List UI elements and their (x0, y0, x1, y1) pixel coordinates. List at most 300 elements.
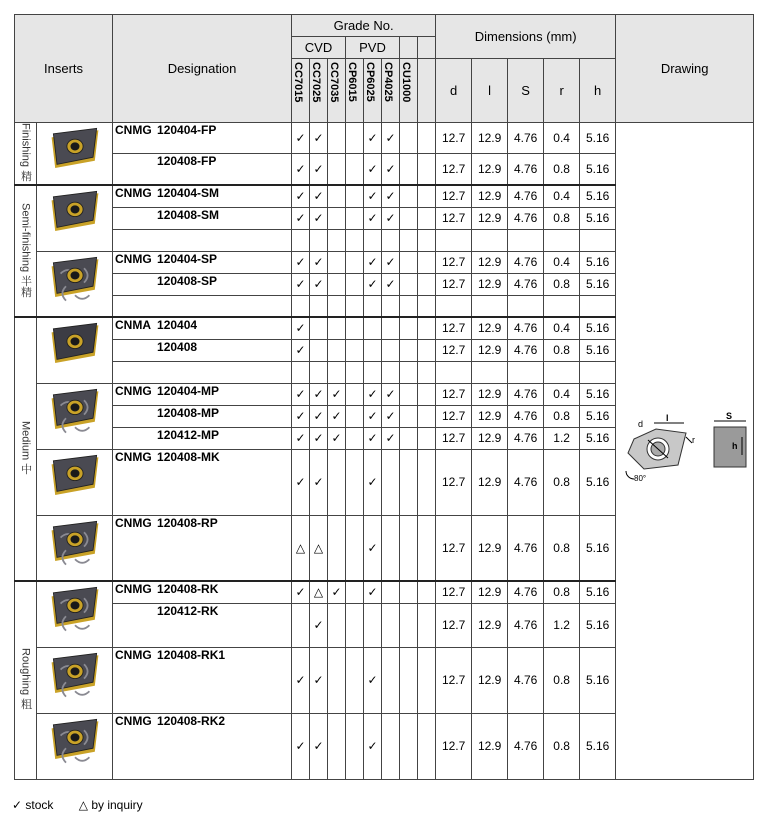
grade-availability (418, 154, 436, 185)
designation-code: 120412-MP (157, 427, 220, 442)
grade-availability (310, 339, 328, 361)
grade-availability (310, 229, 328, 251)
dimension-value: 5.16 (580, 427, 616, 449)
grade-availability (346, 154, 364, 185)
group-label: Finishing 精 (15, 123, 37, 186)
grade-availability: ✓ (310, 647, 328, 713)
dimension-value: 0.8 (544, 647, 580, 713)
grade-availability: ✓ (310, 427, 328, 449)
grade-availability (400, 273, 418, 295)
grade-availability: ✓ (328, 405, 346, 427)
dimension-value: 12.7 (436, 383, 472, 405)
grade-availability (346, 405, 364, 427)
grade-availability: ✓ (310, 207, 328, 229)
header-drawing: Drawing (616, 15, 754, 123)
designation-code: 120412-RK (157, 603, 219, 618)
insert-image (37, 647, 113, 713)
grade-availability: ✓ (310, 185, 328, 207)
dimension-value: 12.9 (472, 317, 508, 339)
grade-availability (400, 603, 418, 647)
grade-availability (418, 251, 436, 273)
svg-text:l: l (665, 413, 669, 424)
dimension-value: 12.9 (472, 251, 508, 273)
designation-cell (113, 273, 292, 295)
dimension-value (472, 295, 508, 317)
grade-availability: ✓ (310, 273, 328, 295)
dimension-value (544, 361, 580, 383)
dimension-value: 4.76 (508, 123, 544, 154)
dimension-value: 4.76 (508, 515, 544, 581)
grade-availability: ✓ (364, 383, 382, 405)
dimension-value: 12.7 (436, 713, 472, 779)
grade-availability: ✓ (382, 405, 400, 427)
group-label: Semi-finishing 半精 (15, 185, 37, 317)
grade-availability: ✓ (382, 185, 400, 207)
designation-cell (113, 251, 292, 273)
grade-availability: ✓ (292, 317, 310, 339)
grade-availability: ✓ (310, 383, 328, 405)
dimension-value: 4.76 (508, 405, 544, 427)
dimension-value: 0.8 (544, 713, 580, 779)
designation-model: CNMA (115, 318, 152, 333)
grade-availability (364, 603, 382, 647)
grade-header: CP4025 (382, 62, 395, 102)
grade-availability (364, 361, 382, 383)
dimension-value: 12.9 (472, 273, 508, 295)
svg-text:h: h (731, 441, 738, 452)
dimension-value: 12.7 (436, 449, 472, 515)
grade-availability (328, 251, 346, 273)
insert-table (14, 14, 754, 780)
designation-code: 120404-MP (157, 383, 220, 398)
grade-availability: △ (292, 515, 310, 581)
grade-availability: ✓ (364, 207, 382, 229)
dimension-value: 12.7 (436, 207, 472, 229)
designation-model: CNMG (115, 647, 152, 662)
dimension-value: 0.8 (544, 515, 580, 581)
grade-availability: ✓ (382, 207, 400, 229)
designation-cell (113, 405, 292, 427)
grade-availability: ✓ (364, 515, 382, 581)
designation-cell (113, 295, 292, 317)
grade-availability (328, 154, 346, 185)
grade-availability (400, 361, 418, 383)
dimension-value: 12.7 (436, 405, 472, 427)
grade-availability: ✓ (328, 581, 346, 603)
grade-availability (418, 361, 436, 383)
grade-availability (382, 295, 400, 317)
designation-cell (113, 713, 292, 779)
dimension-value: 4.76 (508, 449, 544, 515)
grade-availability (400, 207, 418, 229)
designation-cell (113, 229, 292, 251)
designation-code: 120404-FP (157, 123, 217, 137)
grade-availability (418, 273, 436, 295)
dimension-value: 12.7 (436, 273, 472, 295)
grade-availability: ✓ (292, 154, 310, 185)
designation-cell (113, 449, 292, 515)
grade-availability: ✓ (292, 273, 310, 295)
grade-availability: ✓ (328, 427, 346, 449)
grade-availability (418, 383, 436, 405)
grade-availability: ✓ (382, 427, 400, 449)
grade-availability (292, 229, 310, 251)
grade-availability (400, 154, 418, 185)
grade-availability (382, 229, 400, 251)
designation-code: 120408-RK (157, 582, 219, 597)
insert-image (37, 251, 113, 317)
dimension-value: 12.9 (472, 449, 508, 515)
grade-availability: ✓ (310, 449, 328, 515)
grade-availability (418, 647, 436, 713)
grade-availability (382, 515, 400, 581)
grade-availability (346, 273, 364, 295)
table-body (15, 123, 754, 780)
grade-availability (400, 229, 418, 251)
designation-code: 120404-SP (157, 251, 218, 266)
designation-cell (113, 154, 292, 185)
grade-availability (400, 405, 418, 427)
dimension-value: 12.9 (472, 207, 508, 229)
dimension-value: 12.7 (436, 123, 472, 154)
dimension-value: 4.76 (508, 647, 544, 713)
grade-header: CU1000 (400, 62, 413, 103)
grade-availability (328, 123, 346, 154)
dimension-value (580, 361, 616, 383)
designation-code: 120408-RK1 (157, 647, 226, 662)
grade-availability (346, 449, 364, 515)
dimension-value: 4.76 (508, 339, 544, 361)
grade-availability: ✓ (364, 647, 382, 713)
grade-availability (382, 449, 400, 515)
grade-availability (310, 317, 328, 339)
designation-code: 120408-SP (157, 273, 218, 288)
grade-availability (400, 581, 418, 603)
dimension-value: 12.9 (472, 339, 508, 361)
dimension-value: 12.9 (472, 383, 508, 405)
dimension-value (508, 295, 544, 317)
svg-text:80°: 80° (633, 474, 646, 484)
designation-cell (113, 123, 292, 154)
designation-cell (113, 207, 292, 229)
dim-header-d: d (436, 59, 472, 123)
dimension-value: 12.7 (436, 339, 472, 361)
grade-availability (382, 603, 400, 647)
designation-code: 120404 (157, 318, 198, 333)
header-inserts: Inserts (15, 15, 113, 123)
grade-availability (346, 339, 364, 361)
grade-availability (364, 295, 382, 317)
dimension-value: 12.7 (436, 647, 472, 713)
dimension-value (580, 229, 616, 251)
dimension-value: 12.7 (436, 515, 472, 581)
grade-availability (400, 427, 418, 449)
dimension-value: 5.16 (580, 154, 616, 185)
header-empty (418, 59, 436, 123)
svg-text:d: d (637, 419, 643, 430)
svg-text:r: r (691, 435, 695, 446)
grade-availability (382, 581, 400, 603)
grade-availability (328, 185, 346, 207)
grade-availability (418, 295, 436, 317)
dimension-value: 12.9 (472, 185, 508, 207)
dim-header-s: S (508, 59, 544, 123)
grade-availability (418, 207, 436, 229)
designation-code: 120408-MP (157, 405, 220, 420)
dimension-value: 0.8 (544, 207, 580, 229)
grade-availability (346, 383, 364, 405)
grade-availability (328, 229, 346, 251)
dimension-value: 4.76 (508, 273, 544, 295)
grade-availability: ✓ (382, 273, 400, 295)
dimension-value: 5.16 (580, 647, 616, 713)
dimension-value (436, 295, 472, 317)
dimension-value (436, 229, 472, 251)
designation-cell (113, 383, 292, 405)
grade-availability (364, 229, 382, 251)
grade-availability: ✓ (364, 154, 382, 185)
dimension-value (436, 361, 472, 383)
dimension-value: 1.2 (544, 427, 580, 449)
grade-availability (346, 251, 364, 273)
grade-availability: △ (310, 581, 328, 603)
designation-cell (113, 603, 292, 647)
grade-availability: ✓ (364, 581, 382, 603)
table-row (15, 123, 754, 154)
grade-availability: ✓ (310, 154, 328, 185)
grade-availability (346, 295, 364, 317)
dimension-value: 0.8 (544, 449, 580, 515)
grade-availability: ✓ (292, 339, 310, 361)
dimension-value (472, 229, 508, 251)
dimension-value: 5.16 (580, 713, 616, 779)
grade-availability (418, 581, 436, 603)
designation-code: 120408 (157, 339, 198, 354)
legend-stock: ✓ stock (12, 798, 54, 812)
grade-availability (418, 603, 436, 647)
grade-availability (328, 207, 346, 229)
grade-availability (310, 295, 328, 317)
insert-drawing (616, 123, 754, 780)
designation-cell (113, 427, 292, 449)
grade-availability (400, 647, 418, 713)
dimension-value (580, 295, 616, 317)
dimension-value: 4.76 (508, 713, 544, 779)
designation-model: CNMG (115, 713, 152, 728)
grade-availability: ✓ (364, 427, 382, 449)
grade-availability (382, 647, 400, 713)
dimension-value (544, 295, 580, 317)
dimension-value: 4.76 (508, 317, 544, 339)
dim-header-h: h (580, 59, 616, 123)
dimension-value: 5.16 (580, 185, 616, 207)
grade-availability (328, 295, 346, 317)
dimension-value: 4.76 (508, 185, 544, 207)
dim-header-l: l (472, 59, 508, 123)
dimension-value: 0.4 (544, 251, 580, 273)
dimension-value: 12.9 (472, 603, 508, 647)
grade-availability (346, 647, 364, 713)
header-grade: Grade No. (292, 15, 436, 37)
header-empty (418, 37, 436, 59)
grade-availability (418, 229, 436, 251)
grade-availability (400, 295, 418, 317)
dimension-value: 4.76 (508, 207, 544, 229)
dimension-value: 5.16 (580, 123, 616, 154)
designation-code: 120408-FP (157, 154, 217, 169)
dimension-value: 12.9 (472, 154, 508, 185)
grade-availability: ✓ (364, 185, 382, 207)
dimension-value: 5.16 (580, 383, 616, 405)
dimension-value: 12.7 (436, 185, 472, 207)
designation-cell (113, 581, 292, 603)
insert-image (37, 185, 113, 251)
insert-image (37, 317, 113, 383)
grade-availability (418, 123, 436, 154)
legend (12, 798, 165, 812)
grade-availability (310, 361, 328, 383)
group-label: Medium 中 (15, 317, 37, 581)
grade-availability: ✓ (292, 123, 310, 154)
grade-availability (418, 713, 436, 779)
dimension-value: 0.8 (544, 273, 580, 295)
designation-code: 120408-SM (157, 207, 220, 222)
dimension-value: 12.9 (472, 123, 508, 154)
dimension-value: 4.76 (508, 154, 544, 185)
dimension-value: 12.7 (436, 581, 472, 603)
insert-image (37, 449, 113, 515)
dimension-value: 0.4 (544, 185, 580, 207)
grade-availability (400, 515, 418, 581)
designation-model: CNMG (115, 582, 152, 597)
grade-availability (292, 603, 310, 647)
dimension-value (508, 361, 544, 383)
grade-availability: ✓ (382, 154, 400, 185)
grade-availability (418, 449, 436, 515)
grade-availability (346, 207, 364, 229)
dimension-value: 5.16 (580, 449, 616, 515)
grade-availability: ✓ (310, 251, 328, 273)
dimension-value: 12.7 (436, 154, 472, 185)
grade-availability (400, 713, 418, 779)
header-cvd: CVD (292, 37, 346, 59)
grade-availability: ✓ (310, 123, 328, 154)
grade-availability: ✓ (292, 251, 310, 273)
grade-availability (364, 339, 382, 361)
dimension-value: 12.9 (472, 405, 508, 427)
grade-availability (400, 185, 418, 207)
grade-availability (400, 383, 418, 405)
dimension-value: 0.4 (544, 383, 580, 405)
designation-code: 120408-MK (157, 449, 220, 464)
dimension-value: 12.9 (472, 427, 508, 449)
svg-text:S: S (725, 411, 732, 422)
header-empty (400, 37, 418, 59)
designation-model: CNMG (115, 449, 152, 464)
dimension-value: 4.76 (508, 603, 544, 647)
grade-availability (328, 449, 346, 515)
grade-availability (382, 713, 400, 779)
grade-availability: ✓ (364, 273, 382, 295)
designation-cell (113, 515, 292, 581)
grade-availability: ✓ (292, 405, 310, 427)
designation-code: 120404-SM (157, 186, 220, 201)
grade-availability (328, 317, 346, 339)
grade-availability (346, 229, 364, 251)
product-table-container (14, 14, 754, 796)
grade-availability: ✓ (310, 405, 328, 427)
designation-cell (113, 185, 292, 207)
grade-availability (382, 361, 400, 383)
dimension-value: 5.16 (580, 273, 616, 295)
grade-availability (400, 449, 418, 515)
dimension-value: 5.16 (580, 405, 616, 427)
grade-header: CP6025 (364, 62, 377, 102)
dimension-value: 5.16 (580, 339, 616, 361)
designation-cell (113, 647, 292, 713)
grade-availability (328, 361, 346, 383)
dimension-value (472, 361, 508, 383)
grade-availability (328, 713, 346, 779)
dim-header-r: r (544, 59, 580, 123)
insert-image (37, 383, 113, 449)
grade-availability (328, 339, 346, 361)
grade-availability: ✓ (310, 713, 328, 779)
dimension-value: 5.16 (580, 515, 616, 581)
header-designation: Designation (113, 15, 292, 123)
grade-availability: ✓ (292, 713, 310, 779)
grade-availability (346, 123, 364, 154)
grade-availability: ✓ (382, 251, 400, 273)
dimension-value: 0.8 (544, 339, 580, 361)
grade-availability: ✓ (292, 427, 310, 449)
header-dimensions: Dimensions (mm) (436, 15, 616, 59)
dimension-value: 5.16 (580, 251, 616, 273)
dimension-value: 5.16 (580, 603, 616, 647)
grade-availability (328, 647, 346, 713)
grade-availability: ✓ (328, 383, 346, 405)
grade-availability: ✓ (364, 405, 382, 427)
designation-model: CNMG (115, 251, 152, 266)
grade-availability: ✓ (364, 713, 382, 779)
grade-availability (418, 185, 436, 207)
designation-cell (113, 361, 292, 383)
dimension-value: 12.7 (436, 427, 472, 449)
grade-availability: ✓ (292, 581, 310, 603)
grade-availability: ✓ (292, 383, 310, 405)
dimension-value: 1.2 (544, 603, 580, 647)
grade-availability: △ (310, 515, 328, 581)
grade-availability (292, 361, 310, 383)
grade-header: CC7015 (292, 62, 305, 103)
dimension-value: 12.9 (472, 713, 508, 779)
designation-code: 120408-RK2 (157, 713, 226, 728)
dimension-value: 5.16 (580, 581, 616, 603)
dimension-value: 5.16 (580, 207, 616, 229)
grade-availability: ✓ (382, 383, 400, 405)
grade-availability (328, 273, 346, 295)
grade-availability (364, 317, 382, 339)
designation-model: CNMG (115, 383, 152, 398)
dimension-value: 12.9 (472, 515, 508, 581)
grade-availability (418, 427, 436, 449)
grade-availability (382, 317, 400, 339)
grade-header: CC7035 (328, 62, 341, 103)
dimension-value: 4.76 (508, 581, 544, 603)
dimension-value: 12.9 (472, 647, 508, 713)
grade-header: CC7025 (310, 62, 323, 103)
insert-image (37, 515, 113, 581)
